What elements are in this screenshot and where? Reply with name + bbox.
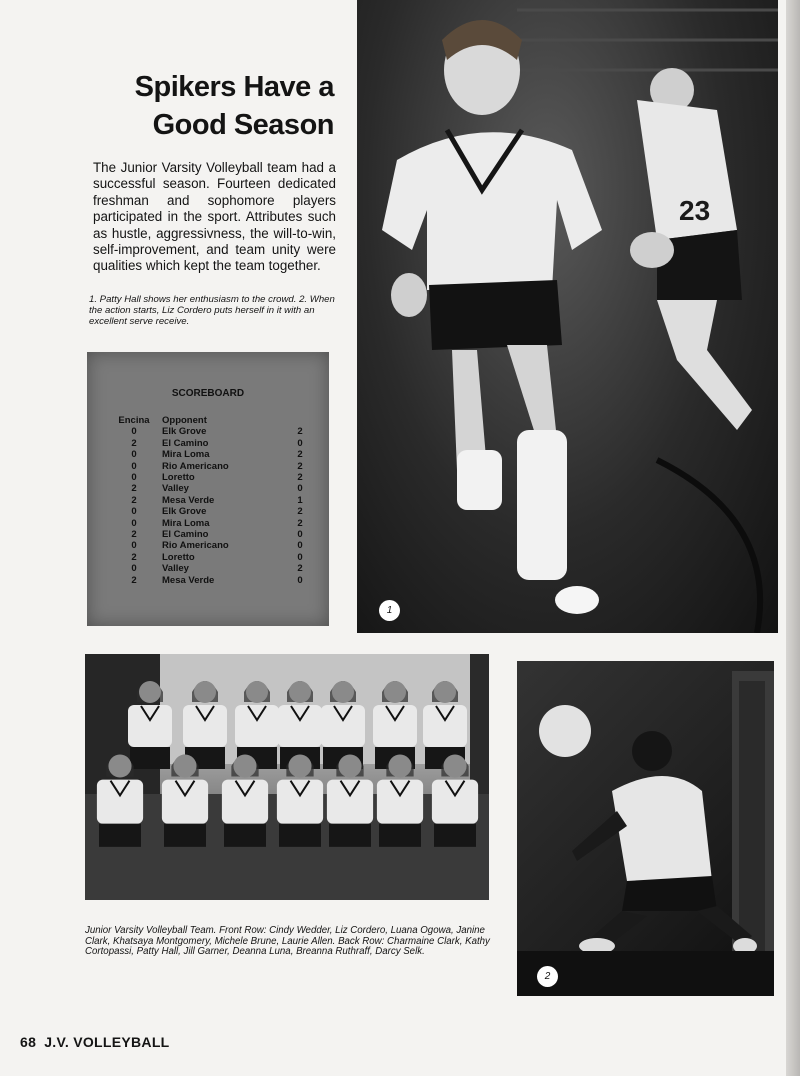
opponent-name: Mesa Verde <box>162 574 215 586</box>
scoreboard-row <box>109 426 310 437</box>
scoreboard-box <box>87 352 329 626</box>
opponent-score: 0 <box>297 483 303 495</box>
opponent-name: Rio Americano <box>162 460 229 472</box>
opponent-score: 0 <box>297 574 303 586</box>
opponent-score: 2 <box>297 426 303 438</box>
encina-score: 0 <box>131 460 137 472</box>
opponent-name: Elk Grove <box>162 506 207 518</box>
scoreboard-row <box>109 483 310 494</box>
svg-text:23: 23 <box>679 195 711 226</box>
encina-score: 2 <box>131 437 137 449</box>
photo-liz-cordero-serve-receive <box>517 661 774 996</box>
photo-2-illustration <box>517 661 774 996</box>
scoreboard-row <box>109 575 310 586</box>
encina-score: 2 <box>131 574 137 586</box>
encina-score: 0 <box>131 540 137 552</box>
opponent-score: 2 <box>297 472 303 484</box>
scoreboard-row <box>109 438 310 449</box>
title-line-2: Good Season <box>152 109 334 141</box>
team-photo-illustration <box>85 654 489 900</box>
opponent-score: 0 <box>297 551 303 563</box>
opponent-name: Mesa Verde <box>162 494 215 506</box>
scoreboard-row <box>109 529 310 540</box>
page-footer <box>20 1034 170 1050</box>
scoreboard-row <box>109 540 310 551</box>
opponent-score: 2 <box>297 449 303 461</box>
article-body: The Junior Varsity Volleyball team had a successful season. Fourteen dedicated freshman and sophomore players participated in the sport. Attributes such as hustle, aggressivness, the will-to-win, self-improvement, and team unity were qualities which kept the team together. <box>93 160 336 274</box>
encina-score: 2 <box>131 529 137 541</box>
court-line <box>657 460 760 633</box>
page-number: 68 <box>20 1034 37 1050</box>
photo-number-badge-1: 1 <box>379 600 400 621</box>
scoreboard-row <box>109 449 310 460</box>
scoreboard-row <box>109 495 310 506</box>
encina-score: 0 <box>131 563 137 575</box>
encina-score: 0 <box>131 517 137 529</box>
header-score <box>290 415 310 426</box>
title-line-1: Spikers Have a <box>134 71 334 103</box>
encina-score: 0 <box>131 506 137 518</box>
scoreboard-rows <box>109 426 310 586</box>
scoreboard-table <box>109 415 310 586</box>
encina-score: 2 <box>131 483 137 495</box>
header-encina: Encina <box>118 415 150 426</box>
opponent-score: 2 <box>297 563 303 575</box>
opponent-name: Loretto <box>162 472 195 484</box>
opponent-score: 0 <box>297 437 303 449</box>
scoreboard-row <box>109 563 310 574</box>
photo-caption-top: 1. Patty Hall shows her enthusiasm to the crowd. 2. When the action starts, Liz Cordero puts herself in it with an excellent serve receive. <box>89 294 335 327</box>
scoreboard-title: SCOREBOARD <box>171 388 245 399</box>
volleyball <box>539 705 591 757</box>
scoreboard-row <box>109 506 310 517</box>
scoreboard-header-row <box>109 415 310 426</box>
page-spine-shadow <box>786 0 800 1076</box>
main-player <box>382 20 674 614</box>
encina-score: 2 <box>131 494 137 506</box>
scoreboard-row <box>109 518 310 529</box>
photo-team-group <box>85 654 489 900</box>
opponent-score: 0 <box>297 540 303 552</box>
opponent-name: Valley <box>162 483 189 495</box>
opponent-score: 0 <box>297 529 303 541</box>
photo-number-badge-2: 2 <box>537 966 558 987</box>
opponent-score: 1 <box>297 494 303 506</box>
photo-1-illustration <box>357 0 778 633</box>
opponent-name: Rio Americano <box>162 540 229 552</box>
opponent-name: El Camino <box>162 529 209 541</box>
encina-score: 0 <box>131 449 137 461</box>
opponent-name: Valley <box>162 563 189 575</box>
scoreboard-row <box>109 472 310 483</box>
opponent-name: Elk Grove <box>162 426 207 438</box>
section-label: J.V. VOLLEYBALL <box>44 1034 170 1050</box>
opponent-score: 2 <box>297 460 303 472</box>
article-title <box>96 68 334 144</box>
scoreboard-row <box>109 552 310 563</box>
opponent-name: Mira Loma <box>162 517 210 529</box>
opponent-score: 2 <box>297 517 303 529</box>
opponent-name: Loretto <box>162 551 195 563</box>
encina-score: 2 <box>131 551 137 563</box>
bleachers <box>517 10 778 70</box>
header-opponent: Opponent <box>162 415 207 426</box>
photo-patty-hall-celebrating <box>357 0 778 633</box>
opponent-name: El Camino <box>162 437 209 449</box>
encina-score: 0 <box>131 426 137 438</box>
team-photo-caption: Junior Varsity Volleyball Team. Front Row: Cindy Wedder, Liz Cordero, Luana Ogowa, Janine Clark, Khatsaya Montgomery, Michele Brune, Laurie Allen. Back Row: Charmaine Clark, Kathy Cortopassi, Patty Hall, Jill Garner, Deanna Luna, Breanna Ruthraff, Darcy Selk. <box>85 925 490 958</box>
scoreboard-row <box>109 461 310 472</box>
opponent-name: Mira Loma <box>162 449 210 461</box>
encina-score: 0 <box>131 472 137 484</box>
opponent-score: 2 <box>297 506 303 518</box>
receiving-player <box>572 731 757 954</box>
